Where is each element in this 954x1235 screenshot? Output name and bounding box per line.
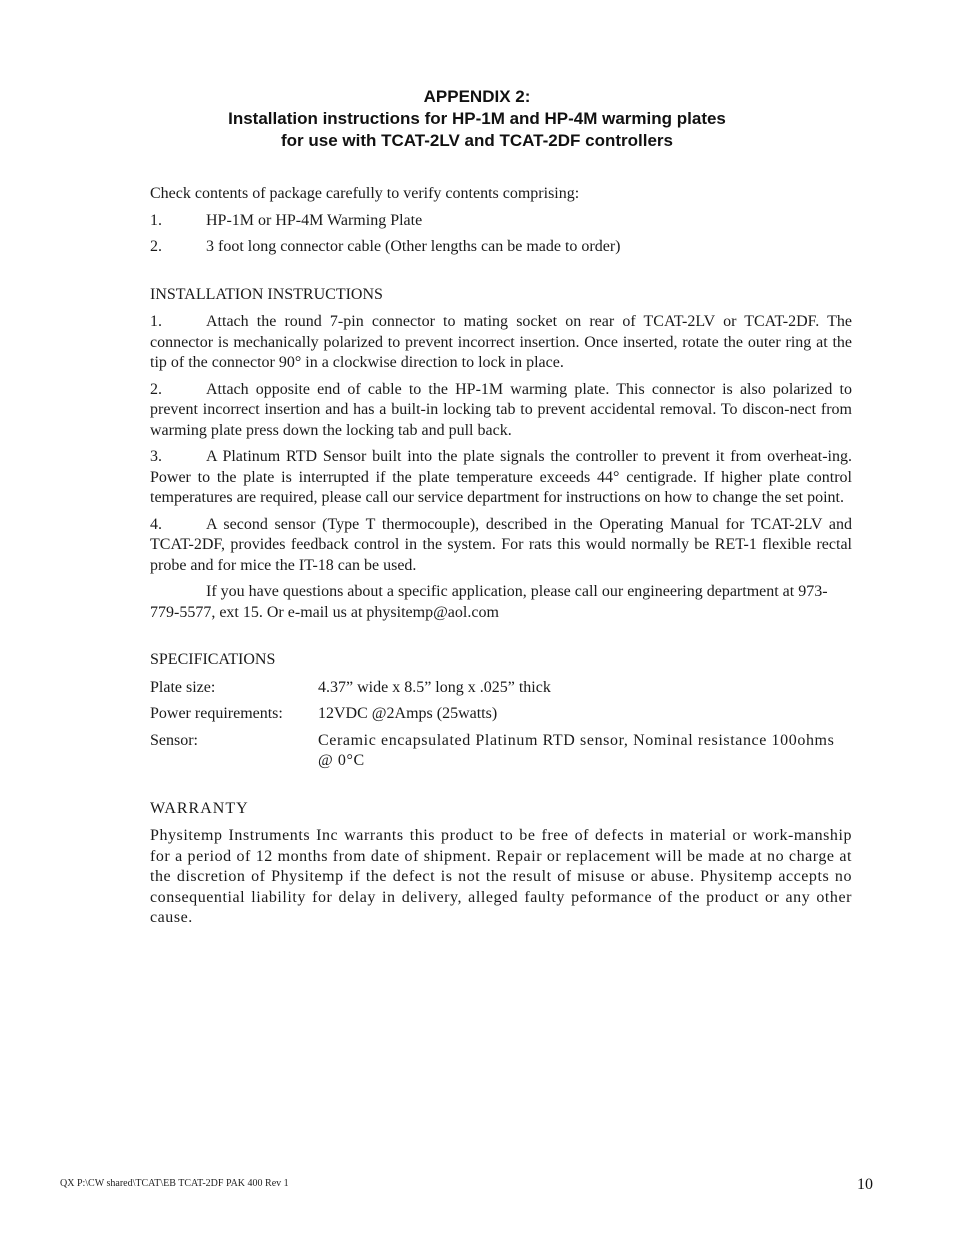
warranty-title: WARRANTY [150,799,249,817]
spec-row [150,731,852,772]
step-number: 3. [150,448,162,465]
step-text: A second sensor (Type T thermocouple), described in the Operating Manual for TCAT-2LV and TCAT-2DF, provides feedback control in the system. For rats this would normally be RET-1 flexible rectal probe and for mice the IT-18 can be used. [150,515,852,574]
step-text: A Platinum RTD Sensor built into the plate signals the controller to prevent it from overheat-ing. Power to the plate is interrupted if the plate temperature exceeds 44° centigrade. If higher plate control temperatures are required, please call our service department for instructions on how to change the set point. [150,448,852,506]
step-text: Attach opposite end of cable to the HP-1M warming plate. This connector is also polarized to prevent incorrect insertion and has a built-in locking tab to prevent accidental removal. To discon-nect from warming plate press down the locking tab and pull back. [150,380,852,439]
contents-item [150,237,852,258]
step-number: 2. [150,380,162,398]
contents-item-number: 1. [150,211,162,229]
heading-line-2: Installation instructions for HP-1M and HP-4M warming plates [228,109,726,128]
appendix-heading [0,86,954,152]
installation-step [150,312,852,374]
questions-paragraph: If you have questions about a specific application, please call our engineering department at 973-779-5577, ext 15. Or e-mail us at physitemp@aol.com [150,583,828,621]
spec-row [150,678,852,699]
installation-step [150,515,852,577]
spec-value: 4.37” wide x 8.5” long x .025” thick [318,678,551,696]
document-body [150,184,852,929]
heading-line-1: APPENDIX 2: [423,87,531,106]
spec-label: Sensor: [150,731,198,749]
specifications-title: SPECIFICATIONS [150,651,276,668]
spec-label: Power requirements: [150,705,283,722]
page-number: 10 [857,1176,873,1193]
warranty-text: Physitemp Instruments Inc warrants this product to be free of defects in material or work-manship for a period of 12 months from date of shipment. Repair or replacement will be made at no charge at the discretion of Physitemp if the defect is not the result of misuse or abuse. Physitemp accepts no consequential liability for delay in delivery, alleged faulty peformance of the product or any other cause. [150,827,852,926]
step-number: 1. [150,313,162,330]
contents-intro: Check contents of package carefully to verify contents comprising: [150,185,580,202]
step-number: 4. [150,515,162,533]
step-text: Attach the round 7-pin connector to mating socket on rear of TCAT-2LV or TCAT-2DF. The connector is mechanically polarized to prevent incorrect insertion. Once inserted, rotate the outer ring at the tip of the connector 90° in a clockwise direction to lock in place. [150,313,852,371]
contents-item-text: 3 foot long connector cable (Other lengths can be made to order) [206,238,621,255]
contents-item [150,211,852,232]
footer-file-path: QX P:\CW shared\TCAT\EB TCAT-2DF PAK 400 Rev 1 [60,1178,289,1189]
installation-step [150,380,852,442]
installation-title: INSTALLATION INSTRUCTIONS [150,285,383,303]
spec-label: Plate size: [150,678,216,696]
contents-item-text: HP-1M or HP-4M Warming Plate [206,211,423,229]
spec-value: 12VDC @2Amps (25watts) [318,705,498,722]
spec-row [150,704,852,725]
installation-step [150,447,852,509]
spec-value: Ceramic encapsulated Platinum RTD sensor, Nominal resistance 100ohms @ 0°C [318,731,835,769]
heading-line-3: for use with TCAT-2LV and TCAT-2DF controllers [281,131,673,150]
contents-item-number: 2. [150,238,162,255]
